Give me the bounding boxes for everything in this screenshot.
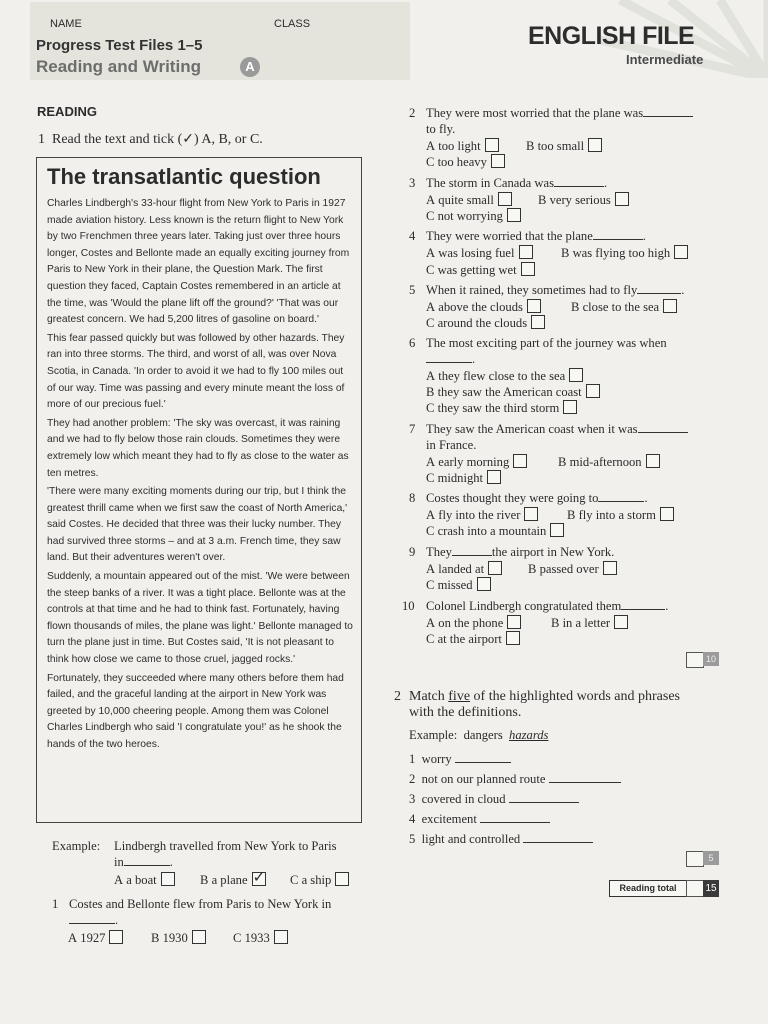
checkbox[interactable] [615,192,629,206]
checkbox[interactable] [531,315,545,329]
checkbox[interactable] [513,454,527,468]
q2-option-c[interactable]: C too heavy [426,154,505,170]
checkbox[interactable] [524,507,538,521]
q4-option-c[interactable]: C was getting wet [426,262,535,278]
class-label: CLASS [274,18,311,30]
article-paragraph: Fortunately, they succeeded where many others before them had failed, and the graceful landing at the airport in New York was greeted by 10,000 cheering people. Among them was Colonel Charles Lindbergh who said 'I congratulate you!' as he shook the hands of the two heroes. [47,672,344,750]
question-6: 6 The most exciting part of the journey was when . [409,336,667,366]
q2-option-a[interactable]: A too light [426,138,499,154]
brand-level: Intermediate [626,52,704,67]
checkbox[interactable] [646,454,660,468]
q4-option-b[interactable]: B was flying too high [561,245,688,261]
example-option-b[interactable]: B a plane✓ [200,872,266,888]
checkbox[interactable] [507,208,521,222]
task1-score-max: 10 [703,652,719,666]
q3-option-b[interactable]: B very serious [538,192,629,208]
example-option-a[interactable]: A a boat [114,872,175,888]
q10-option-c[interactable]: C at the airport [426,631,520,647]
name-label: NAME [50,18,82,30]
answer-blank[interactable] [455,762,511,763]
article-title: The transatlantic question [47,164,321,189]
q10-option-a[interactable]: A on the phone [426,615,521,631]
checkbox[interactable] [487,470,501,484]
article-paragraph: They had another problem: 'The sky was overcast, it was raining and we had to fly below those rain clouds. Sometimes they were extremely low which meant they had to fly as close to the water as ten metres. [47,417,349,479]
checkbox[interactable] [192,930,206,944]
reading-total-input[interactable] [686,880,704,897]
checkbox[interactable] [506,631,520,645]
q6-option-a[interactable]: A they flew close to the sea [426,368,583,384]
checkbox[interactable] [274,930,288,944]
task2-example-answer: hazards [509,728,549,742]
q3-option-a[interactable]: A quite small [426,192,512,208]
question-10: 10 Colonel Lindbergh congratulated them . [402,599,669,613]
checkbox[interactable] [519,245,533,259]
question-stem: Costes and Bellonte flew from Paris to New York in [69,897,332,911]
test-title: Progress Test Files 1–5 [36,37,203,54]
answer-blank[interactable] [509,802,579,803]
q8-option-c[interactable]: C crash into a mountain [426,523,564,539]
example-question: Example: Lindbergh travelled from New York to Paris in . [52,839,337,869]
checkbox[interactable] [603,561,617,575]
brand-title: ENGLISH FILE [528,22,695,50]
q4-option-a[interactable]: A was losing fuel [426,245,533,261]
q5-option-c[interactable]: C around the clouds [426,315,545,331]
test-subtitle: Reading and Writing [36,57,201,76]
q8-option-a[interactable]: A fly into the river [426,507,538,523]
q9-option-a[interactable]: A landed at [426,561,502,577]
checkbox[interactable] [569,368,583,382]
checkbox[interactable] [521,262,535,276]
q7-option-a[interactable]: A early morning [426,454,527,470]
definition-4: 4 excitement [409,812,550,827]
q1-option-a[interactable]: A 1927 [68,930,123,946]
checkbox[interactable] [491,154,505,168]
q9-option-b[interactable]: B passed over [528,561,617,577]
checkbox[interactable] [485,138,499,152]
q5-option-a[interactable]: A above the clouds [426,299,541,315]
checkbox[interactable] [563,400,577,414]
q6-option-c[interactable]: C they saw the third storm [426,400,577,416]
section-heading: READING [37,104,97,119]
checkbox[interactable] [674,245,688,259]
task2-score-max: 5 [703,851,719,865]
question-3: 3 The storm in Canada was . [409,176,608,190]
checkbox[interactable] [161,872,175,886]
checkbox[interactable] [477,577,491,591]
q7-option-b[interactable]: B mid-afternoon [558,454,660,470]
question-8: 8 Costes thought they were going to . [409,491,648,505]
answer-blank[interactable] [523,842,593,843]
question-1: 1 Costes and Bellonte flew from Paris to New York in . [52,896,372,936]
q1-option-b[interactable]: B 1930 [151,930,206,946]
q8-option-b[interactable]: B fly into a storm [567,507,674,523]
task2-example: Example: dangers hazards [409,728,549,742]
question-2: 2 They were most worried that the plane was to fly. [409,105,739,139]
checkbox[interactable] [588,138,602,152]
definition-5: 5 light and controlled [409,832,593,847]
answer-blank[interactable] [480,822,550,823]
task-1-heading [38,131,263,148]
checkbox[interactable] [660,507,674,521]
checkbox[interactable] [550,523,564,537]
example-stem: Lindbergh travelled from New York to Paris [114,839,337,853]
article-paragraph: 'There were many exciting moments during our trip, but I think the greatest thrill came when we first saw the coast of North America,' said Costes. He decided that three was their lucky number. They had survived three storms – and at 3 a.m. French time, they saw land. But their adventures weren't over. [47,486,348,564]
q10-option-b[interactable]: B in a letter [551,615,628,631]
q7-option-c[interactable]: C midnight [426,470,501,486]
question-5: 5 When it rained, they sometimes had to fly . [409,283,685,297]
task2-score-input[interactable] [686,851,704,867]
article-paragraph: This fear passed quickly but was followed by other hazards. They ran into three storms. The third, and worst of all, was over Nova Scotia, in Canada. 'In order to avoid it we had to fly 100 miles out of our way. Time was passing and every minute meant the loss of more of our precious fuel.' [47,332,345,411]
question-9: 9 They the airport in New York. [409,545,615,559]
example-stem-2: in [114,855,124,869]
definition-1: 1 worry [409,752,511,767]
checkbox[interactable] [498,192,512,206]
reading-total-max: 15 [703,880,719,897]
task1-score-input[interactable] [686,652,704,668]
answer-blank[interactable] [549,782,621,783]
checkbox[interactable] [527,299,541,313]
article-box [36,157,362,823]
article-paragraph: Suddenly, a mountain appeared out of the mist. 'We were between the steep banks of a river. It was a tight place. Bellonte was at the controls at that time and he had to think fast. Fortunately, having flown thousands of miles, the plane was light.' Bellonte managed to turn the plane just in time. But Costes said, 'It is not pleasant to think how close we came to those cruel, jagged rocks.' [47,571,353,666]
task-2-heading: 2 Match five of the highlighted words and phrases with the definitions. [394,689,680,720]
checkbox[interactable] [488,561,502,575]
article-paragraph: Charles Lindbergh's 33-hour flight from New York to Paris in 1927 made aviation history. Less known is the return flight to New York by two Frenchmen three years later. Taking just over three hours longer, Costes and Bellonte made an equally exciting journey from Paris to New York in their plane, the Question Mark. The first question they faced, Captain Costes remembered in an article at the time, was 'Would the plane lift off the ground?' 'That was our greatest concern. We had 5,200 litres of gasoline on board.' [47,198,350,326]
task-number: 1 [38,132,45,147]
question-7: 7 They saw the American coast when it was in France. [409,421,739,455]
q3-option-c[interactable]: C not worrying [426,208,521,224]
q1-option-c[interactable]: C 1933 [233,930,288,946]
definition-3: 3 covered in cloud [409,792,579,807]
checkbox[interactable] [614,615,628,629]
task-instruction: Read the text and tick (✓) A, B, or C. [52,132,263,147]
q2-option-b[interactable]: B too small [526,138,602,154]
q9-option-c[interactable]: C missed [426,577,491,593]
variant-badge: A [240,57,260,77]
checkbox-checked[interactable] [252,872,266,886]
q5-option-b[interactable]: B close to the sea [571,299,677,315]
example-label: Example: [52,839,101,853]
q6-option-b[interactable]: B they saw the American coast [426,384,600,400]
question-4: 4 They were worried that the plane . [409,229,646,243]
reading-total-label: Reading total [609,880,687,897]
checkbox[interactable] [335,872,349,886]
checkbox[interactable] [663,299,677,313]
checkbox[interactable] [586,384,600,398]
example-option-c[interactable]: C a ship [290,872,349,888]
definition-2: 2 not on our planned route [409,772,621,787]
checkbox[interactable] [109,930,123,944]
checkbox[interactable] [507,615,521,629]
